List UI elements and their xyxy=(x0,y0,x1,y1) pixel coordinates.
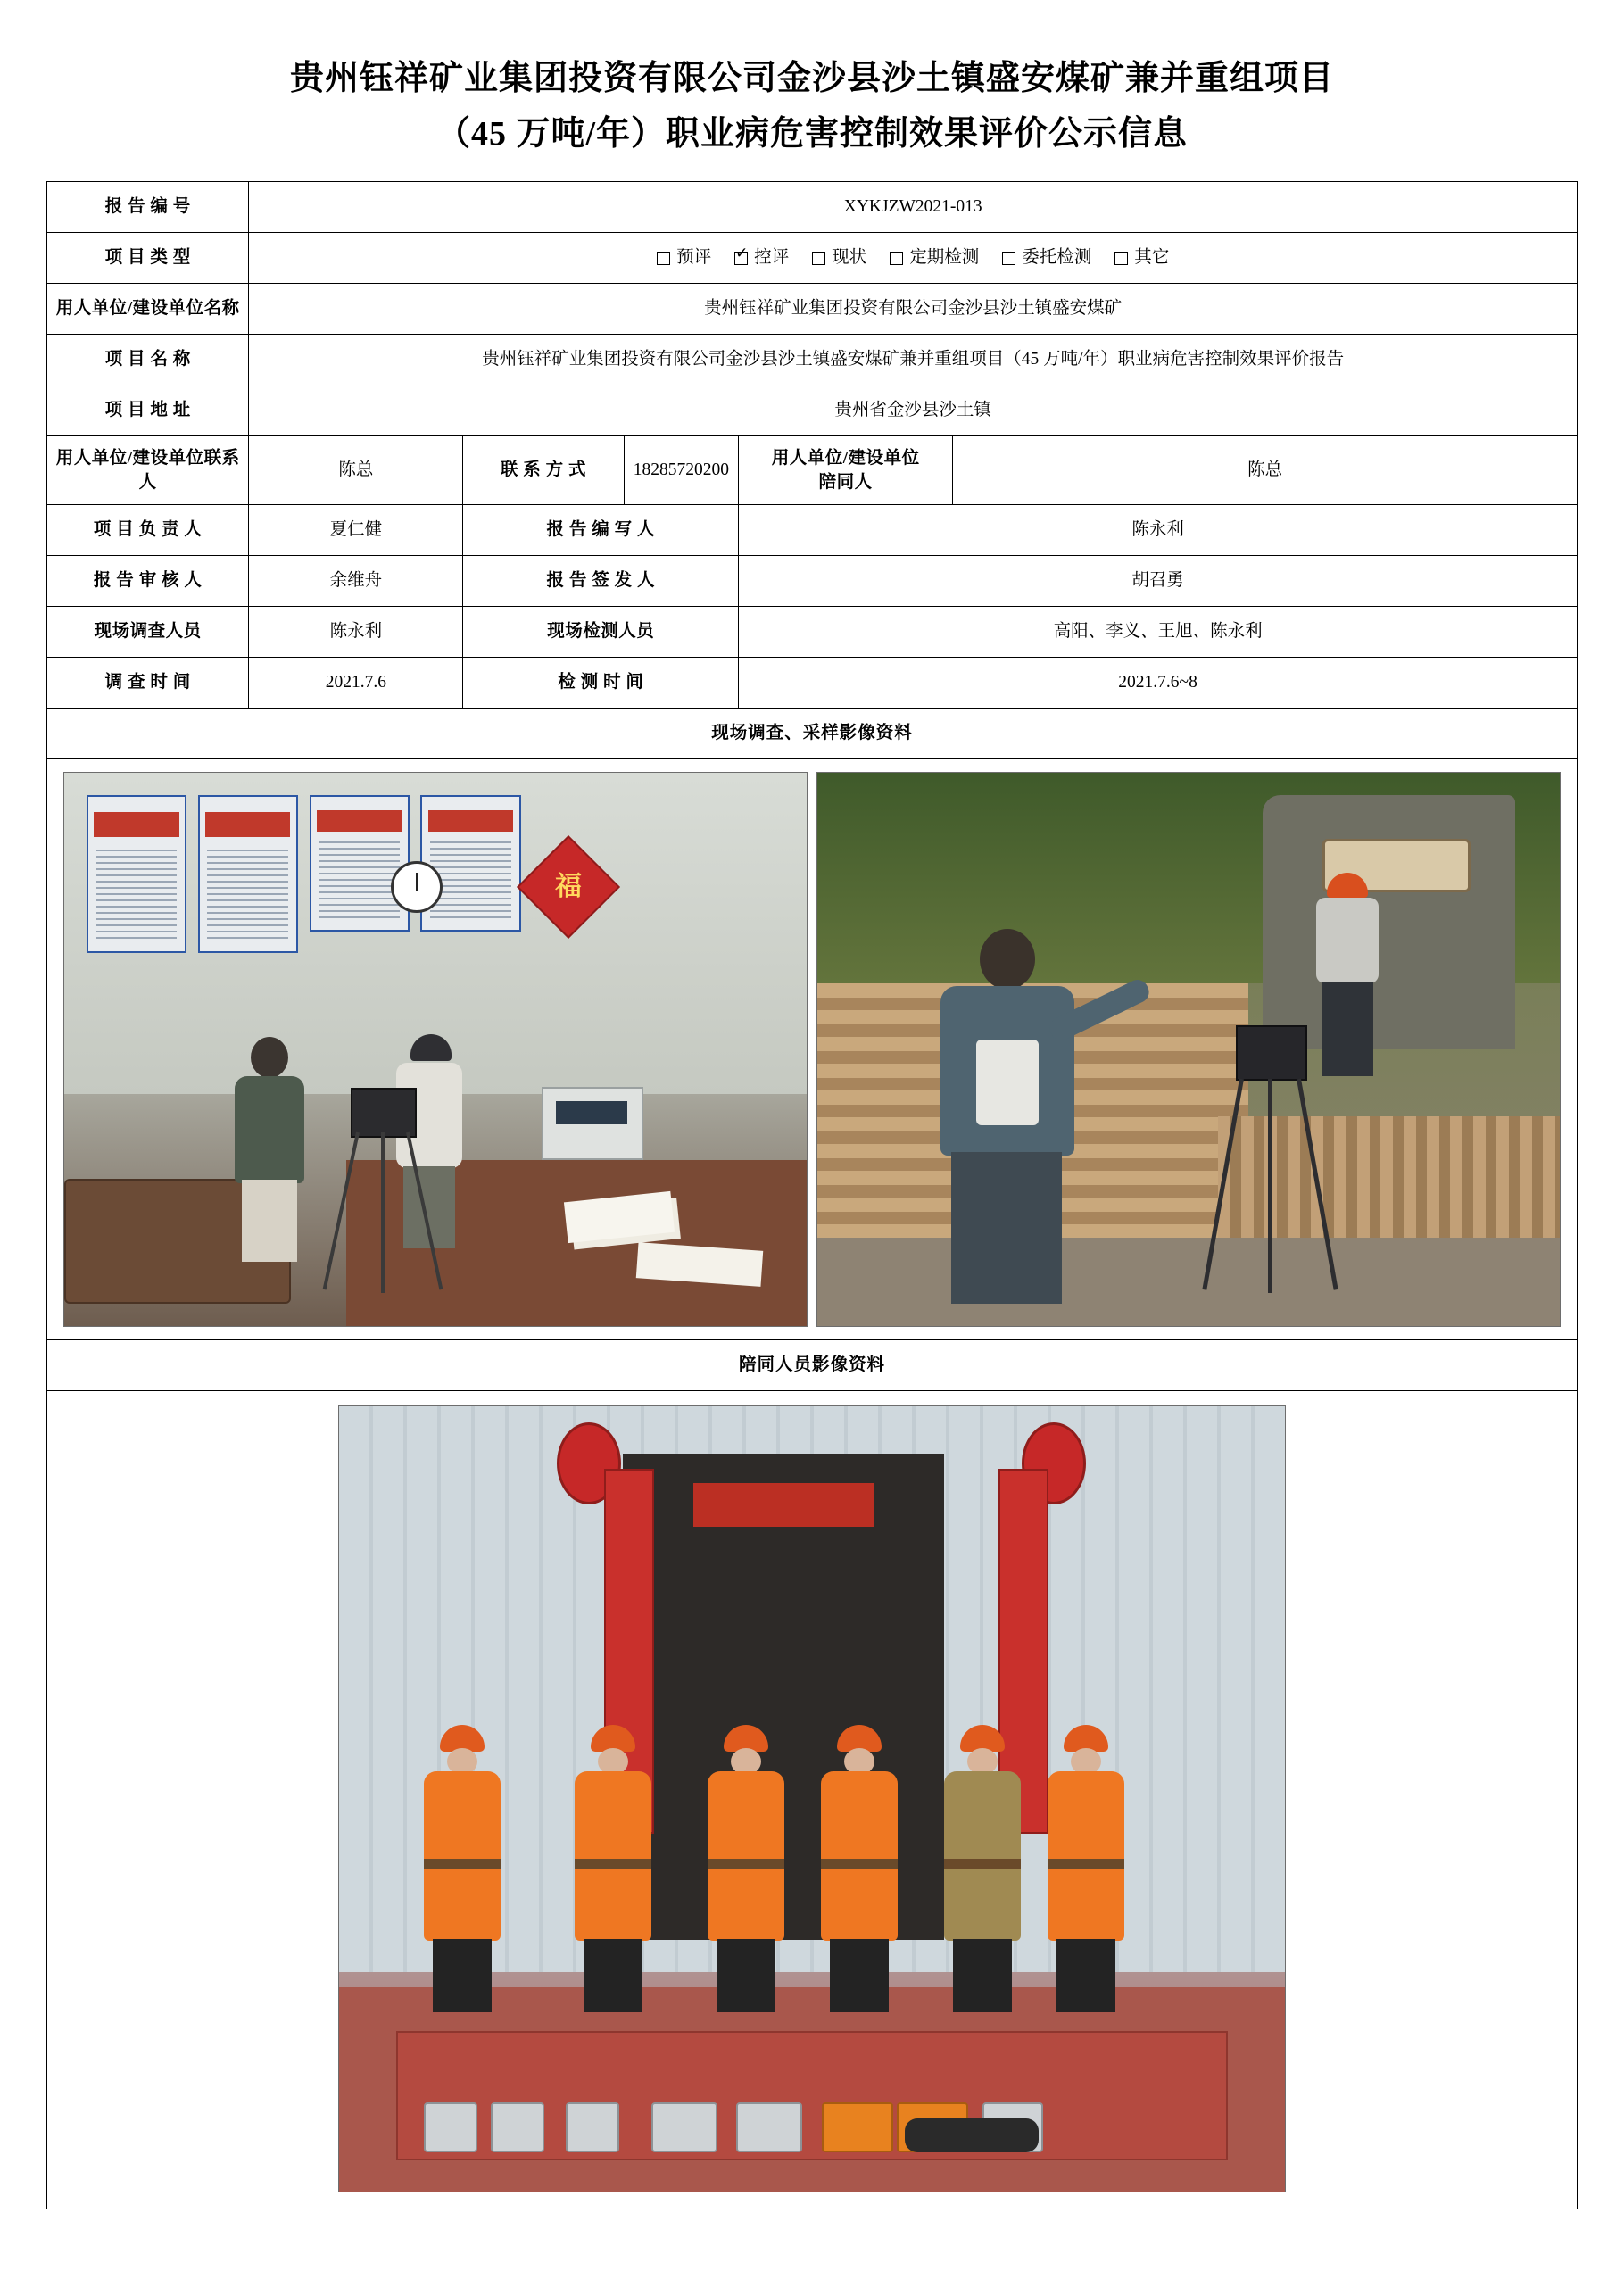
project-type-value xyxy=(249,233,1578,284)
fu-char: 福 xyxy=(555,871,583,901)
person-coverall xyxy=(1048,1771,1124,1941)
helmet-icon xyxy=(1327,873,1368,898)
instrument-cabinet xyxy=(542,1087,643,1160)
test-time-label: 检 测 时 间 xyxy=(463,658,739,709)
checkbox-icon[interactable] xyxy=(657,252,670,265)
poster xyxy=(87,795,186,954)
sampling-instrument-tripod xyxy=(324,1088,440,1293)
person-head xyxy=(251,1037,288,1078)
photo-single xyxy=(47,1391,1577,2209)
checkbox-icon[interactable] xyxy=(812,252,825,265)
person-body xyxy=(1316,898,1379,983)
helmet-icon xyxy=(591,1725,635,1752)
instrument-case xyxy=(822,2102,893,2152)
photo-outdoor-sampling xyxy=(816,772,1561,1327)
survey-staff-label: 现场调查人员 xyxy=(47,607,249,658)
person-boots xyxy=(584,1939,642,2012)
table-row-employer xyxy=(47,284,1578,335)
project-leader-label: 项 目 负 责 人 xyxy=(47,505,249,556)
table-row-project-name xyxy=(47,335,1578,385)
door-plaque xyxy=(693,1483,874,1527)
person-coverall xyxy=(821,1771,898,1941)
escort-photo-cell xyxy=(47,1391,1578,2209)
person-worker xyxy=(566,1725,659,2019)
employer-label: 用人单位/建设单位名称 xyxy=(47,284,249,335)
project-address-label: 项 目 地 址 xyxy=(47,385,249,436)
person-standing xyxy=(228,1037,308,1260)
person-legs xyxy=(242,1180,297,1262)
tripod-leg xyxy=(406,1131,443,1289)
checkbox-label: 预评 xyxy=(676,248,712,268)
person-boots xyxy=(953,1939,1012,2012)
checkbox-option-other[interactable] xyxy=(1114,245,1169,269)
escort-label-line-2: 陪同人 xyxy=(818,473,873,493)
instrument-case xyxy=(491,2102,544,2152)
poster xyxy=(420,795,520,932)
survey-time-label: 调 查 时 间 xyxy=(47,658,249,709)
person-coverall xyxy=(424,1771,501,1941)
test-time-value: 2021.7.6~8 xyxy=(739,658,1578,709)
report-no-label: 报 告 编 号 xyxy=(47,182,249,233)
checkbox-checked-icon[interactable] xyxy=(734,252,748,265)
test-staff-value: 高阳、李义、王旭、陈永利 xyxy=(739,607,1578,658)
person-belt xyxy=(821,1859,898,1869)
project-type-options xyxy=(254,245,1571,269)
person-boots xyxy=(717,1939,775,2012)
page-title-line-1: 贵州钰祥矿业集团投资有限公司金沙县沙土镇盛安煤矿兼并重组项目 xyxy=(289,60,1334,97)
contact-label: 用人单位/建设单位联系人 xyxy=(47,436,249,505)
checkbox-label: 定期检测 xyxy=(909,248,980,268)
project-name-label: 项 目 名 称 xyxy=(47,335,249,385)
poster xyxy=(310,795,410,932)
photo-indoor-sampling xyxy=(63,772,808,1327)
project-name-value: 贵州钰祥矿业集团投资有限公司金沙县沙土镇盛安煤矿兼并重组项目（45 万吨/年）职业病危害控制效果评价报告 xyxy=(249,335,1578,385)
person-belt xyxy=(575,1859,651,1869)
tripod-leg xyxy=(381,1132,385,1293)
table-row-survey-time xyxy=(47,658,1578,709)
instrument-case xyxy=(651,2102,717,2152)
instrument-case xyxy=(566,2102,619,2152)
person-body xyxy=(235,1076,304,1183)
table-row-section-photos xyxy=(47,709,1578,759)
person-boots xyxy=(830,1939,889,2012)
person-body xyxy=(940,986,1074,1156)
escort-label-line-1: 用人单位/建设单位 xyxy=(771,448,920,468)
checkbox-option-entrusted-test[interactable] xyxy=(1002,245,1091,269)
project-type-label: 项 目 类 型 xyxy=(47,233,249,284)
person-operating-device xyxy=(921,929,1090,1304)
report-issuer-value: 胡召勇 xyxy=(739,556,1578,607)
table-row-project-type xyxy=(47,233,1578,284)
checkbox-label: 现状 xyxy=(832,248,867,268)
table-row-project-address xyxy=(47,385,1578,436)
tripod-leg xyxy=(1202,1078,1244,1289)
photo-pair xyxy=(47,759,1577,1339)
sampling-device xyxy=(351,1088,417,1138)
section-photos-label: 现场调查、采样影像资料 xyxy=(47,709,1578,759)
table-row-survey-staff xyxy=(47,607,1578,658)
person-worker xyxy=(415,1725,508,2019)
checkbox-option-periodic-test[interactable] xyxy=(890,245,979,269)
escort-label xyxy=(739,436,953,505)
wall-clock-icon xyxy=(391,861,443,913)
person-head xyxy=(980,929,1035,990)
person-belt xyxy=(944,1859,1021,1869)
table-row-project-leader xyxy=(47,505,1578,556)
table-row-report-no xyxy=(47,182,1578,233)
checkbox-label: 其它 xyxy=(1134,248,1170,268)
report-writer-label: 报 告 编 写 人 xyxy=(463,505,739,556)
survey-staff-value: 陈永利 xyxy=(249,607,463,658)
person-coverall xyxy=(944,1771,1021,1941)
checkbox-icon[interactable] xyxy=(1002,252,1015,265)
report-writer-value: 陈永利 xyxy=(739,505,1578,556)
person-boots xyxy=(1056,1939,1115,2012)
checkbox-icon[interactable] xyxy=(890,252,903,265)
checkbox-label: 委托检测 xyxy=(1022,248,1092,268)
tripod-leg xyxy=(1268,1079,1272,1293)
section-escort-photos-label: 陪同人员影像资料 xyxy=(47,1340,1578,1391)
test-staff-label: 现场检测人员 xyxy=(463,607,739,658)
report-issuer-label: 报 告 签 发 人 xyxy=(463,556,739,607)
phone-value: 18285720200 xyxy=(624,436,739,505)
tripod-leg xyxy=(323,1131,360,1289)
report-reviewer-value: 余维舟 xyxy=(249,556,463,607)
person-worker xyxy=(1039,1725,1131,2019)
equipment-bag xyxy=(905,2118,1039,2152)
phone-label: 联 系 方 式 xyxy=(463,436,624,505)
table-row-report-reviewer xyxy=(47,556,1578,607)
helmet-icon xyxy=(1064,1725,1108,1752)
helmet-icon xyxy=(410,1034,452,1061)
person-worker xyxy=(812,1725,905,2019)
instrument-case xyxy=(424,2102,477,2152)
person-worker xyxy=(935,1725,1028,2019)
survey-time-value: 2021.7.6 xyxy=(249,658,463,709)
sampling-device xyxy=(1236,1025,1307,1081)
tripod-leg xyxy=(1297,1078,1338,1289)
table-row-section-escort-photos xyxy=(47,1340,1578,1391)
person-coverall xyxy=(575,1771,651,1941)
person-coverall xyxy=(708,1771,784,1941)
table-row-photos xyxy=(47,759,1578,1340)
project-address-value: 贵州省金沙县沙土镇 xyxy=(249,385,1578,436)
person-belt xyxy=(424,1859,501,1869)
person-belt xyxy=(708,1859,784,1869)
checkbox-option-pre-eval[interactable] xyxy=(657,245,711,269)
photos-cell xyxy=(47,759,1578,1340)
checkbox-icon[interactable] xyxy=(1114,252,1128,265)
table-row-contact xyxy=(47,436,1578,505)
person-legs xyxy=(951,1152,1062,1304)
instrument-case xyxy=(736,2102,802,2152)
page-title-line-2: （45 万吨/年）职业病危害控制效果评价公示信息 xyxy=(435,114,1189,153)
report-no-value: XYKJZW2021-013 xyxy=(249,182,1578,233)
person-worker xyxy=(699,1725,791,2019)
table-row-escort-photo xyxy=(47,1391,1578,2209)
sampling-instrument-tripod xyxy=(1204,1025,1338,1293)
page-title xyxy=(46,52,1578,162)
report-reviewer-label: 报 告 审 核 人 xyxy=(47,556,249,607)
checkbox-option-status[interactable] xyxy=(812,245,866,269)
project-leader-value: 夏仁健 xyxy=(249,505,463,556)
checkbox-option-control-eval[interactable] xyxy=(734,245,789,269)
photo-group-escort xyxy=(338,1405,1286,2192)
info-table xyxy=(46,181,1578,2209)
person-boots xyxy=(433,1939,492,2012)
poster xyxy=(198,795,298,954)
employer-value: 贵州钰祥矿业集团投资有限公司金沙县沙土镇盛安煤矿 xyxy=(249,284,1578,335)
escort-value: 陈总 xyxy=(953,436,1578,505)
person-belt xyxy=(1048,1859,1124,1869)
checkbox-label: 控评 xyxy=(754,248,790,268)
contact-value: 陈总 xyxy=(249,436,463,505)
